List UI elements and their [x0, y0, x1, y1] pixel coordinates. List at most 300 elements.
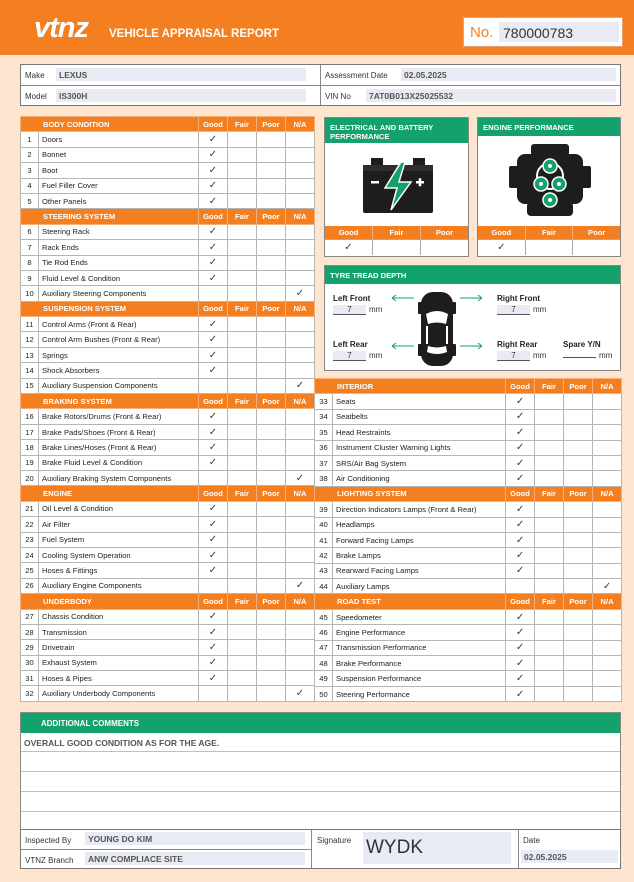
- rating-header-good: Good: [199, 594, 228, 609]
- rating-cell-poor[interactable]: [257, 193, 286, 208]
- item-number: 20: [21, 470, 39, 485]
- rating-cell-fair[interactable]: [228, 517, 257, 532]
- rating-cell-good[interactable]: ✓: [199, 224, 228, 239]
- rating-cell-good[interactable]: [199, 578, 228, 593]
- rating-cell-na[interactable]: [593, 440, 622, 455]
- rating-cell-fair[interactable]: [228, 347, 257, 362]
- rating-cell-fair[interactable]: [228, 609, 257, 624]
- rating-cell-na[interactable]: [593, 671, 622, 686]
- checklist-row: [315, 671, 622, 686]
- rating-cell-poor[interactable]: [257, 655, 286, 670]
- rating-cell-fair[interactable]: [535, 671, 564, 686]
- rating-cell-poor[interactable]: [564, 579, 593, 594]
- rating-cell-good[interactable]: ✓: [199, 363, 228, 378]
- rating-cell-na[interactable]: [286, 147, 315, 162]
- rating-cell-na[interactable]: [593, 394, 622, 409]
- rating-cell-fair[interactable]: [535, 409, 564, 424]
- rating-cell-na[interactable]: [593, 455, 622, 470]
- rating-cell-na[interactable]: ✓: [286, 686, 315, 701]
- item-number: 12: [21, 332, 39, 347]
- rating-cell-na[interactable]: [286, 178, 315, 193]
- rating-cell-poor[interactable]: [257, 440, 286, 455]
- rating-cell-poor[interactable]: [257, 501, 286, 516]
- checklist-row: [21, 224, 315, 239]
- section-header: [21, 594, 315, 609]
- rating-cell-fair[interactable]: [535, 440, 564, 455]
- rating-cell-fair[interactable]: [228, 640, 257, 655]
- rating-cell-poor[interactable]: [564, 425, 593, 440]
- rating-cell-poor[interactable]: [564, 640, 593, 655]
- rating-cell-na[interactable]: [286, 347, 315, 362]
- rating-cell-fair[interactable]: [228, 317, 257, 332]
- electrical-title: ELECTRICAL AND BATTERY PERFORMANCE: [325, 118, 468, 143]
- rating-cell-fair[interactable]: [228, 132, 257, 147]
- date-label: Date: [523, 836, 540, 845]
- inspected-by-field[interactable]: YOUNG DO KIM: [85, 832, 305, 845]
- spare-value[interactable]: mm: [563, 351, 612, 360]
- checklist-row: [21, 270, 315, 285]
- rating-cell-good[interactable]: ✓: [506, 640, 535, 655]
- tyre-tread-title: TYRE TREAD DEPTH: [325, 266, 620, 284]
- rating-cell-na[interactable]: ✓: [286, 378, 315, 393]
- rating-cell-na[interactable]: [286, 132, 315, 147]
- rating-cell-na[interactable]: ✓: [286, 286, 315, 301]
- rating-cell-na[interactable]: [286, 624, 315, 639]
- rating-cell-fair[interactable]: [228, 224, 257, 239]
- rating-cell-poor[interactable]: [257, 147, 286, 162]
- rating-header-na: N/A: [593, 594, 622, 609]
- item-label: Suspension Performance: [333, 671, 506, 686]
- rating-cell-na[interactable]: [593, 548, 622, 563]
- rating-cell-good[interactable]: ✓: [506, 440, 535, 455]
- checklist-row: [21, 578, 315, 593]
- rating-cell-fair[interactable]: [535, 517, 564, 532]
- checklist-row: [21, 609, 315, 624]
- rating-cell-good[interactable]: ✓: [199, 609, 228, 624]
- rating-cell-good[interactable]: [506, 579, 535, 594]
- rating-cell-good[interactable]: [199, 686, 228, 701]
- item-number: 14: [21, 363, 39, 378]
- section-title: BRAKING SYSTEM: [21, 394, 199, 409]
- front-right-arrow-icon: [459, 294, 483, 302]
- checklist-row: [21, 563, 315, 578]
- rating-cell-good[interactable]: ✓: [199, 624, 228, 639]
- comments-text[interactable]: OVERALL GOOD CONDITION AS FOR THE AGE.: [24, 738, 220, 748]
- electrical-panel: [324, 117, 469, 257]
- rating-cell-poor[interactable]: [564, 671, 593, 686]
- rating-cell-fair[interactable]: [228, 240, 257, 255]
- item-number: 9: [21, 270, 39, 285]
- rating-cell-fair[interactable]: [228, 163, 257, 178]
- rating-cell-poor[interactable]: [257, 470, 286, 485]
- vtnz-branch-label: VTNZ Branch: [25, 856, 74, 865]
- electrical-rating-poor[interactable]: [421, 240, 468, 255]
- section-header: [315, 379, 622, 394]
- rating-cell-poor[interactable]: [564, 548, 593, 563]
- left-rear-label: Left Rear: [333, 340, 368, 349]
- model-field[interactable]: IS300H: [56, 89, 306, 102]
- rating-cell-fair[interactable]: [535, 471, 564, 486]
- item-label: Brake Fluid Level & Condition: [39, 455, 199, 470]
- rating-header-na: N/A: [286, 209, 315, 224]
- rating-cell-poor[interactable]: [257, 332, 286, 347]
- item-label: Auxiliary Engine Components: [39, 578, 199, 593]
- rating-cell-good[interactable]: ✓: [199, 147, 228, 162]
- rating-cell-na[interactable]: [593, 686, 622, 701]
- item-label: Air Filter: [39, 517, 199, 532]
- rating-cell-good[interactable]: ✓: [199, 532, 228, 547]
- rating-cell-poor[interactable]: [564, 563, 593, 578]
- checklist-row: [21, 378, 315, 393]
- rating-cell-na[interactable]: [593, 656, 622, 671]
- item-label: Direction Indicators Lamps (Front & Rear): [333, 502, 506, 517]
- rating-cell-fair[interactable]: [228, 286, 257, 301]
- rating-cell-good[interactable]: ✓: [199, 270, 228, 285]
- engine-header-good: Good: [478, 226, 526, 239]
- rating-cell-good[interactable]: ✓: [199, 655, 228, 670]
- rating-cell-na[interactable]: [286, 193, 315, 208]
- item-label: Control Arms (Front & Rear): [39, 317, 199, 332]
- rating-header-poor: Poor: [257, 209, 286, 224]
- rear-left-arrow-icon: [391, 342, 415, 350]
- rating-cell-good[interactable]: ✓: [506, 532, 535, 547]
- engine-rating-poor[interactable]: [573, 240, 620, 255]
- rating-cell-poor[interactable]: [257, 547, 286, 562]
- checklist-row: [315, 425, 622, 440]
- rating-cell-poor[interactable]: [257, 671, 286, 686]
- rating-cell-poor[interactable]: [564, 532, 593, 547]
- rating-cell-fair[interactable]: [535, 502, 564, 517]
- item-label: Other Panels: [39, 193, 199, 208]
- rating-cell-poor[interactable]: [257, 409, 286, 424]
- rating-cell-poor[interactable]: [257, 455, 286, 470]
- rating-cell-poor[interactable]: [257, 132, 286, 147]
- rating-cell-fair[interactable]: [228, 332, 257, 347]
- rating-cell-na[interactable]: ✓: [286, 470, 315, 485]
- rating-cell-good[interactable]: ✓: [199, 671, 228, 686]
- rating-cell-na[interactable]: [593, 640, 622, 655]
- rating-cell-good[interactable]: ✓: [199, 240, 228, 255]
- rating-cell-good[interactable]: ✓: [199, 455, 228, 470]
- rating-cell-fair[interactable]: [228, 378, 257, 393]
- checklist-row: [21, 517, 315, 532]
- rating-cell-poor[interactable]: [564, 471, 593, 486]
- battery-icon: [360, 154, 436, 216]
- rating-cell-fair[interactable]: [228, 563, 257, 578]
- rating-header-good: Good: [506, 486, 535, 501]
- rating-cell-good[interactable]: ✓: [199, 255, 228, 270]
- rating-cell-fair[interactable]: [535, 640, 564, 655]
- rating-cell-fair[interactable]: [535, 656, 564, 671]
- rating-cell-na[interactable]: [286, 455, 315, 470]
- rating-cell-na[interactable]: [286, 424, 315, 439]
- rating-cell-fair[interactable]: [535, 563, 564, 578]
- rating-cell-fair[interactable]: [228, 147, 257, 162]
- rating-cell-na[interactable]: [286, 363, 315, 378]
- rating-cell-fair[interactable]: [535, 579, 564, 594]
- rating-cell-fair[interactable]: [535, 625, 564, 640]
- rating-cell-na[interactable]: ✓: [593, 579, 622, 594]
- electrical-rating-fair[interactable]: [373, 240, 421, 255]
- rating-cell-poor[interactable]: [257, 163, 286, 178]
- rating-cell-fair[interactable]: [228, 671, 257, 686]
- checklist-row: [315, 579, 622, 594]
- rating-cell-good[interactable]: ✓: [199, 440, 228, 455]
- rating-cell-na[interactable]: [286, 255, 315, 270]
- rating-cell-good[interactable]: ✓: [506, 656, 535, 671]
- checklist-row: [21, 317, 315, 332]
- rating-cell-poor[interactable]: [257, 563, 286, 578]
- checklist-row: [21, 147, 315, 162]
- rating-cell-poor[interactable]: [257, 178, 286, 193]
- rating-cell-fair[interactable]: [228, 547, 257, 562]
- rating-cell-fair[interactable]: [535, 455, 564, 470]
- rating-cell-fair[interactable]: [228, 532, 257, 547]
- item-number: 34: [315, 409, 333, 424]
- make-field[interactable]: LEXUS: [56, 68, 306, 81]
- rating-cell-fair[interactable]: [228, 686, 257, 701]
- assessment-date-label: Assessment Date: [325, 71, 388, 80]
- rating-cell-good[interactable]: ✓: [506, 625, 535, 640]
- left-checklist: [20, 116, 315, 702]
- rating-cell-good[interactable]: ✓: [199, 563, 228, 578]
- electrical-rating-good[interactable]: ✓: [325, 240, 373, 255]
- rating-cell-na[interactable]: [593, 563, 622, 578]
- electrical-header-good: Good: [325, 226, 373, 239]
- rating-cell-good[interactable]: ✓: [506, 671, 535, 686]
- rating-cell-good[interactable]: ✓: [199, 178, 228, 193]
- item-number: 29: [21, 640, 39, 655]
- rating-cell-fair[interactable]: [228, 409, 257, 424]
- signature-field[interactable]: WYDK: [363, 832, 511, 864]
- rating-cell-good[interactable]: [199, 470, 228, 485]
- rating-cell-poor[interactable]: [257, 424, 286, 439]
- rating-cell-good[interactable]: ✓: [506, 409, 535, 424]
- rating-header-good: Good: [199, 486, 228, 501]
- rating-cell-na[interactable]: [286, 163, 315, 178]
- rating-cell-good[interactable]: ✓: [506, 548, 535, 563]
- engine-rating-fair[interactable]: [526, 240, 574, 255]
- rating-cell-poor[interactable]: [564, 625, 593, 640]
- checklist-row: [315, 640, 622, 655]
- section-header: [315, 486, 622, 501]
- rating-cell-poor[interactable]: [257, 578, 286, 593]
- rating-cell-good[interactable]: ✓: [199, 409, 228, 424]
- rating-cell-poor[interactable]: [257, 378, 286, 393]
- rating-cell-na[interactable]: [286, 563, 315, 578]
- item-label: Boot: [39, 163, 199, 178]
- rating-cell-na[interactable]: [286, 640, 315, 655]
- rating-cell-good[interactable]: [199, 286, 228, 301]
- rating-cell-fair[interactable]: [228, 455, 257, 470]
- rating-cell-na[interactable]: [286, 532, 315, 547]
- rating-cell-good[interactable]: [199, 378, 228, 393]
- rating-cell-na[interactable]: [286, 609, 315, 624]
- rating-cell-fair[interactable]: [228, 501, 257, 516]
- rating-cell-na[interactable]: [286, 547, 315, 562]
- rating-cell-na[interactable]: [593, 532, 622, 547]
- rating-cell-good[interactable]: ✓: [506, 425, 535, 440]
- rating-cell-fair[interactable]: [228, 178, 257, 193]
- rating-cell-poor[interactable]: [257, 255, 286, 270]
- item-number: 42: [315, 548, 333, 563]
- left-front-value[interactable]: 7 mm: [333, 305, 382, 315]
- rating-cell-fair[interactable]: [228, 193, 257, 208]
- right-front-value[interactable]: 7 mm: [497, 305, 546, 315]
- rating-cell-fair[interactable]: [535, 532, 564, 547]
- vin-field[interactable]: 7AT0B013X25025532: [366, 89, 616, 102]
- rating-cell-poor[interactable]: [564, 517, 593, 532]
- rating-cell-poor[interactable]: [257, 224, 286, 239]
- engine-rating-good[interactable]: ✓: [478, 240, 526, 255]
- report-number-label: No.: [470, 24, 494, 41]
- rating-cell-good[interactable]: ✓: [199, 424, 228, 439]
- rating-cell-poor[interactable]: [257, 286, 286, 301]
- rating-cell-na[interactable]: [286, 671, 315, 686]
- rating-cell-good[interactable]: ✓: [199, 347, 228, 362]
- rating-cell-na[interactable]: [593, 609, 622, 624]
- rating-cell-good[interactable]: ✓: [506, 517, 535, 532]
- rating-cell-poor[interactable]: [257, 240, 286, 255]
- rating-cell-na[interactable]: [286, 270, 315, 285]
- rating-cell-poor[interactable]: [564, 609, 593, 624]
- rating-cell-fair[interactable]: [228, 470, 257, 485]
- rating-cell-na[interactable]: [286, 409, 315, 424]
- checklist-row: [315, 440, 622, 455]
- rating-cell-good[interactable]: ✓: [199, 193, 228, 208]
- vtnz-branch-field[interactable]: ANW COMPLIACE SITE: [85, 852, 305, 865]
- rating-cell-good[interactable]: ✓: [199, 640, 228, 655]
- rating-cell-good[interactable]: ✓: [199, 501, 228, 516]
- rating-cell-poor[interactable]: [257, 517, 286, 532]
- rating-cell-good[interactable]: ✓: [506, 502, 535, 517]
- checklist-row: [315, 394, 622, 409]
- rating-cell-na[interactable]: [286, 501, 315, 516]
- rating-cell-poor[interactable]: [564, 440, 593, 455]
- right-front-label: Right Front: [497, 294, 541, 303]
- rating-cell-poor[interactable]: [257, 363, 286, 378]
- rating-cell-na[interactable]: [593, 471, 622, 486]
- item-number: 28: [21, 624, 39, 639]
- rating-cell-good[interactable]: ✓: [199, 317, 228, 332]
- rating-header-good: Good: [199, 301, 228, 316]
- rating-cell-poor[interactable]: [257, 640, 286, 655]
- rating-cell-poor[interactable]: [257, 609, 286, 624]
- checklist-row: [21, 409, 315, 424]
- rating-cell-fair[interactable]: [228, 363, 257, 378]
- rating-header-poor: Poor: [257, 594, 286, 609]
- rating-header-fair: Fair: [228, 394, 257, 409]
- rating-header-good: Good: [506, 594, 535, 609]
- date-field[interactable]: 02.05.2025: [521, 850, 618, 863]
- report-header: [0, 0, 634, 55]
- rating-cell-na[interactable]: [286, 655, 315, 670]
- rating-cell-na[interactable]: [286, 240, 315, 255]
- section-title: SUSPENSION SYSTEM: [21, 301, 199, 316]
- section-header: [21, 394, 315, 409]
- rating-cell-good[interactable]: ✓: [199, 332, 228, 347]
- right-rear-value[interactable]: 7 mm: [497, 351, 546, 361]
- rating-cell-fair[interactable]: [228, 440, 257, 455]
- rating-cell-poor[interactable]: [257, 686, 286, 701]
- rating-cell-good[interactable]: ✓: [506, 471, 535, 486]
- rating-cell-na[interactable]: [593, 517, 622, 532]
- rating-cell-fair[interactable]: [228, 424, 257, 439]
- rating-cell-good[interactable]: ✓: [506, 455, 535, 470]
- rating-cell-good[interactable]: ✓: [199, 517, 228, 532]
- rating-cell-poor[interactable]: [257, 532, 286, 547]
- rating-cell-poor[interactable]: [564, 502, 593, 517]
- rating-cell-good[interactable]: ✓: [506, 609, 535, 624]
- rating-cell-poor[interactable]: [257, 347, 286, 362]
- checklist-row: [315, 656, 622, 671]
- item-label: Speedometer: [333, 609, 506, 624]
- rating-cell-fair[interactable]: [535, 425, 564, 440]
- rating-cell-na[interactable]: [593, 425, 622, 440]
- rating-cell-fair[interactable]: [228, 655, 257, 670]
- assessment-date-field[interactable]: 02.05.2025: [401, 68, 616, 81]
- item-number: 40: [315, 517, 333, 532]
- left-rear-value[interactable]: 7 mm: [333, 351, 382, 361]
- rating-cell-na[interactable]: ✓: [286, 578, 315, 593]
- rating-cell-poor[interactable]: [564, 455, 593, 470]
- rating-cell-fair[interactable]: [535, 548, 564, 563]
- rating-cell-good[interactable]: ✓: [199, 163, 228, 178]
- checklist-row: [21, 686, 315, 701]
- checklist-row: [21, 163, 315, 178]
- item-number: 13: [21, 347, 39, 362]
- rating-cell-na[interactable]: [286, 332, 315, 347]
- rating-cell-fair[interactable]: [228, 624, 257, 639]
- rating-cell-poor[interactable]: [564, 656, 593, 671]
- rating-cell-poor[interactable]: [564, 409, 593, 424]
- item-number: 16: [21, 409, 39, 424]
- rating-cell-good[interactable]: ✓: [199, 132, 228, 147]
- item-label: Steering Rack: [39, 224, 199, 239]
- section-title: ROAD TEST: [315, 594, 506, 609]
- rating-cell-good[interactable]: ✓: [506, 563, 535, 578]
- rating-cell-na[interactable]: [593, 625, 622, 640]
- rating-cell-poor[interactable]: [564, 686, 593, 701]
- rating-cell-na[interactable]: [286, 440, 315, 455]
- rating-cell-poor[interactable]: [257, 317, 286, 332]
- report-number-field[interactable]: 780000783: [499, 22, 619, 42]
- item-number: 50: [315, 686, 333, 701]
- rating-cell-na[interactable]: [593, 409, 622, 424]
- rating-cell-poor[interactable]: [564, 394, 593, 409]
- rating-cell-poor[interactable]: [257, 270, 286, 285]
- item-label: Tie Rod Ends: [39, 255, 199, 270]
- rating-cell-na[interactable]: [286, 224, 315, 239]
- engine-performance-title: ENGINE PERFORMANCE: [478, 118, 620, 136]
- rating-cell-poor[interactable]: [257, 624, 286, 639]
- rating-cell-fair[interactable]: [535, 686, 564, 701]
- rating-cell-good[interactable]: ✓: [506, 686, 535, 701]
- rear-right-arrow-icon: [459, 342, 483, 350]
- rating-header-good: Good: [199, 209, 228, 224]
- rating-cell-fair[interactable]: [535, 394, 564, 409]
- rating-cell-fair[interactable]: [535, 609, 564, 624]
- rating-cell-na[interactable]: [286, 317, 315, 332]
- rating-cell-good[interactable]: ✓: [506, 394, 535, 409]
- rating-cell-fair[interactable]: [228, 578, 257, 593]
- rating-cell-fair[interactable]: [228, 255, 257, 270]
- rating-cell-fair[interactable]: [228, 270, 257, 285]
- rating-cell-good[interactable]: ✓: [199, 547, 228, 562]
- checklist-row: [21, 332, 315, 347]
- rating-cell-na[interactable]: [593, 502, 622, 517]
- rating-cell-na[interactable]: [286, 517, 315, 532]
